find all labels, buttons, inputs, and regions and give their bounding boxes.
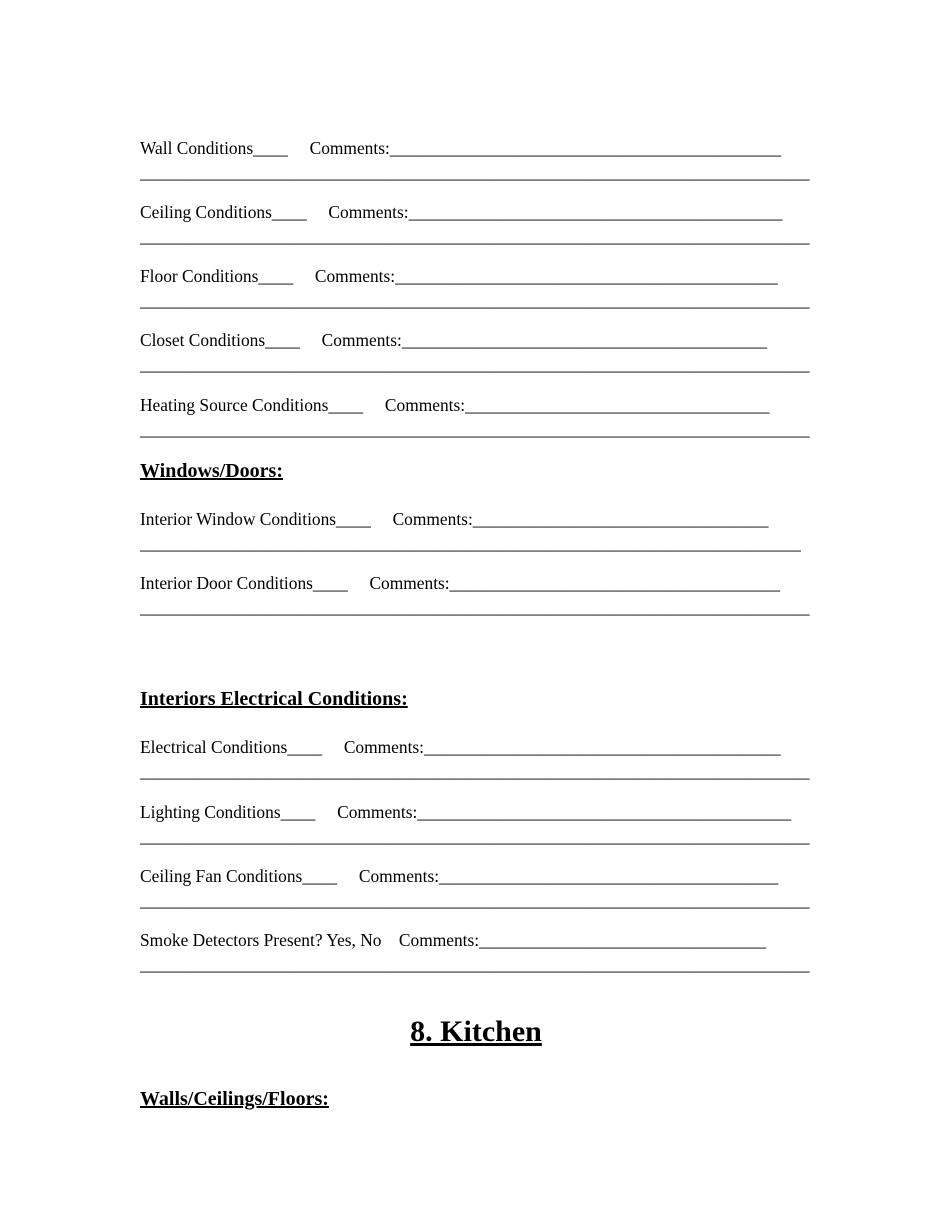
interior-window-comments-line[interactable]: ____________________________________________________________________________ [140,533,801,553]
floor-conditions-line[interactable]: Floor Conditions____ Comments:____________________________________________ [140,266,778,286]
closet-comments-line[interactable]: _____________________________________________________________________________ [140,354,810,374]
closet-conditions-line[interactable]: Closet Conditions____ Comments:__________________________________________ [140,330,768,350]
interior-door-comments-line[interactable]: _____________________________________________________________________________ [140,597,810,617]
electrical-comments-line[interactable]: _____________________________________________________________________________ [140,761,810,781]
kitchen-section-title: 8. Kitchen [410,1015,542,1048]
lighting-comments-line[interactable]: _____________________________________________________________________________ [140,826,810,846]
interior-window-conditions-line[interactable]: Interior Window Conditions____ Comments:__________________________________ [140,509,769,529]
interiors-electrical-heading: Interiors Electrical Conditions: [140,688,408,710]
ceiling-comments-line[interactable]: _____________________________________________________________________________ [140,226,810,246]
ceiling-fan-comments-line[interactable]: _____________________________________________________________________________ [140,890,810,910]
ceiling-fan-conditions-line[interactable]: Ceiling Fan Conditions____ Comments:_______________________________________ [140,866,779,886]
electrical-conditions-line[interactable]: Electrical Conditions____ Comments:_________________________________________ [140,737,781,757]
floor-comments-line[interactable]: _____________________________________________________________________________ [140,290,810,310]
heating-conditions-line[interactable]: Heating Source Conditions____ Comments:___________________________________ [140,395,770,415]
wall-conditions-line[interactable]: Wall Conditions____ Comments:_____________________________________________ [140,138,782,158]
ceiling-conditions-line[interactable]: Ceiling Conditions____ Comments:___________________________________________ [140,202,783,222]
walls-ceilings-floors-heading: Walls/Ceilings/Floors: [140,1088,329,1110]
lighting-conditions-line[interactable]: Lighting Conditions____ Comments:___________________________________________ [140,802,792,822]
interior-door-conditions-line[interactable]: Interior Door Conditions____ Comments:______________________________________ [140,573,781,593]
wall-comments-line[interactable]: _____________________________________________________________________________ [140,162,810,182]
smoke-detectors-comments-line[interactable]: _____________________________________________________________________________ [140,954,810,974]
smoke-detectors-line[interactable]: Smoke Detectors Present? Yes, No Comments:_________________________________ [140,930,767,950]
windows-doors-heading: Windows/Doors: [140,460,283,482]
heating-comments-line[interactable]: _____________________________________________________________________________ [140,419,810,439]
